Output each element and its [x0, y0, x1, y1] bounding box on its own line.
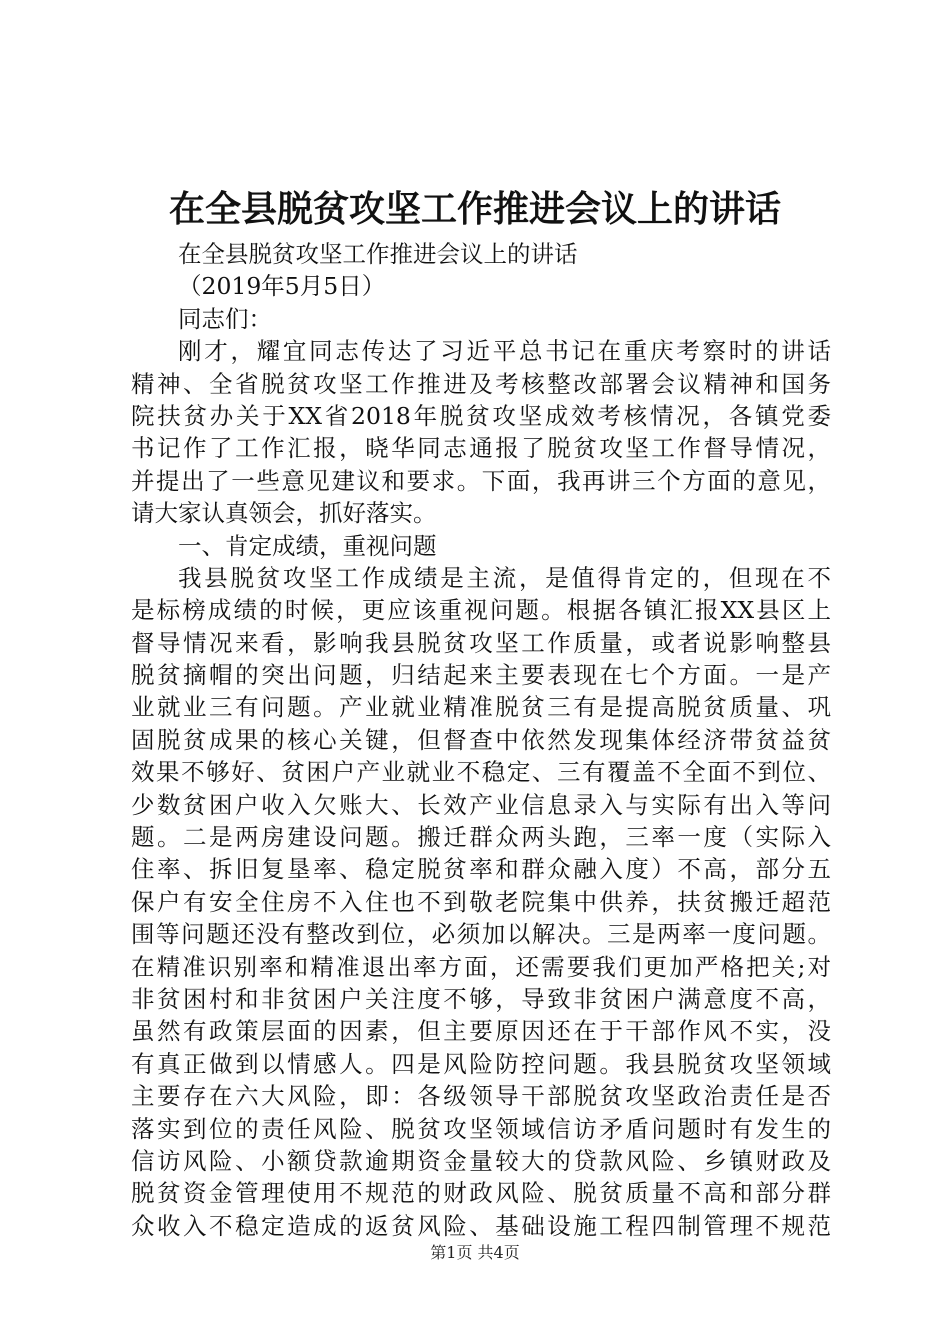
- text-line: 院扶贫办关于XX省2018年脱贫攻坚成效考核情况，各镇党委: [131, 401, 831, 430]
- text-line: 众收入不稳定造成的返贫风险、基础设施工程四制管理不规范: [131, 1211, 831, 1240]
- text-line: 请大家认真领会，抓好落实。: [131, 499, 437, 528]
- text-line: 一、肯定成绩，重视问题: [178, 531, 437, 560]
- text-line: 主要存在六大风险，即：各级领导干部脱贫攻坚政治责任是否: [131, 1082, 831, 1111]
- text-line: 是标榜成绩的时候，更应该重视问题。根据各镇汇报XX县区上: [131, 596, 831, 625]
- text-line: 落实到位的责任风险、脱贫攻坚领域信访矛盾问题时有发生的: [131, 1114, 831, 1143]
- text-line: 并提出了一些意见建议和要求。下面，我再讲三个方面的意见，: [131, 466, 831, 495]
- text-line: 脱贫摘帽的突出问题，归结起来主要表现在七个方面。一是产: [131, 661, 831, 690]
- document-body: [131, 238, 831, 1242]
- document-title: 在全县脱贫攻坚工作推进会议上的讲话: [168, 188, 781, 230]
- text-line: 书记作了工作汇报，晓华同志通报了脱贫攻坚工作督导情况，: [131, 434, 831, 463]
- text-line: 保户有安全住房不入住也不到敬老院集中供养，扶贫搬迁超范: [131, 887, 831, 916]
- text-line: 信访风险、小额贷款逾期资金量较大的贷款风险、乡镇财政及: [131, 1146, 831, 1175]
- text-line: 业就业三有问题。产业就业精准脱贫三有是提高脱贫质量、巩: [131, 693, 831, 722]
- text-line: 固脱贫成果的核心关键，但督查中依然发现集体经济带贫益贫: [131, 725, 831, 754]
- page-footer: 第1页 共4页: [430, 1243, 520, 1262]
- text-line: 刚才，耀宜同志传达了习近平总书记在重庆考察时的讲话: [178, 337, 831, 366]
- text-line: 脱贫资金管理使用不规范的财政风险、脱贫质量不高和部分群: [131, 1179, 831, 1208]
- text-line: 在全县脱贫攻坚工作推进会议上的讲话: [178, 240, 578, 268]
- text-line: 精神、全省脱贫攻坚工作推进及考核整改部署会议精神和国务: [131, 369, 831, 398]
- text-line: 有真正做到以情感人。四是风险防控问题。我县脱贫攻坚领域: [131, 1049, 831, 1078]
- text-line: 题。二是两房建设问题。搬迁群众两头跑，三率一度（实际入: [131, 823, 831, 852]
- text-line: （2019年5月5日）: [178, 272, 386, 301]
- text-line: 效果不够好、贫困户产业就业不稳定、三有覆盖不全面不到位、: [131, 758, 831, 787]
- text-line: 非贫困村和非贫困户关注度不够，导致非贫困户满意度不高，: [131, 984, 831, 1013]
- text-line: 在精准识别率和精准退出率方面，还需要我们更加严格把关;对: [131, 952, 831, 981]
- text-line: 住率、拆旧复垦率、稳定脱贫率和群众融入度）不高，部分五: [131, 855, 831, 884]
- text-line: 围等问题还没有整改到位，必须加以解决。三是两率一度问题。: [131, 920, 831, 949]
- text-line: 督导情况来看，影响我县脱贫攻坚工作质量，或者说影响整县: [131, 628, 831, 657]
- text-line: 少数贫困户收入欠账大、长效产业信息录入与实际有出入等问: [131, 790, 831, 819]
- text-line: 我县脱贫攻坚工作成绩是主流，是值得肯定的，但现在不: [178, 563, 831, 592]
- text-line: 虽然有政策层面的因素，但主要原因还在于干部作风不实，没: [131, 1017, 831, 1046]
- text-line: 同志们：: [178, 304, 272, 333]
